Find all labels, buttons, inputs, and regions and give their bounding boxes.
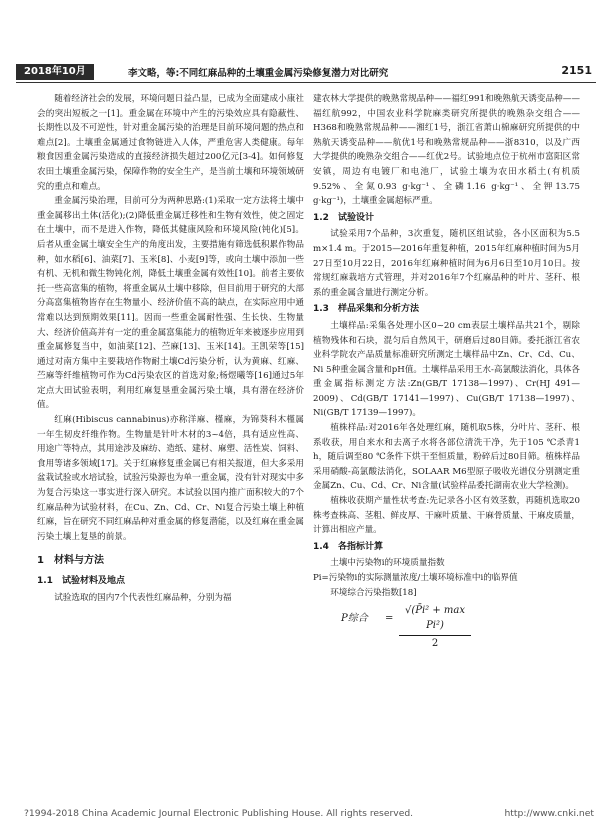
paragraph: 植株收获期产量性状考查:先记录各小区有效茎数，再随机选取20株考查株高、茎粗、鲜皮厚、干麻叶质量、干麻骨质量、干麻皮质量，计算出相应产量。 (313, 496, 580, 536)
paragraph: 土壤中污染物i的环境质量指数 (330, 558, 445, 569)
copyright-notice: ?1994-2018 China Academic Journal Electronic Publishing House. All rights reserved. (24, 808, 414, 819)
paragraph: 随着经济社会的发展，环境问题日益凸显，已成为全面建成小康社会的突出短板之一[1]。重金属在环境中产生的污染效应具有隐蔽性、长期性以及不可逆性，针对重金属污染的治理是目前环境问题的热点和难点[2]。土壤重金属通过食物链进入人体，严重危害人类健康。每年粮食因重金属污染造成的直接经济损失超过200亿元[3-4]。如何修复农田土壤重金属污染，保障作物的安全生产，是当前土壤和环境领域研究的重点和难点。 (37, 94, 304, 192)
paragraph: 试验采用7个品种，3次重复，随机区组试验，各小区面积为5.5 m×1.4 m。于2015—2016年重复种植，2015年红麻种植时间为5月27日至10月22日，2016年红麻种植时间为6月6日至10月10日。按常规红麻栽培方式管理，并对2016年7个红麻品种的叶片、茎秆、根系的重金属含量进行测定分析。 (313, 229, 580, 298)
formula-fraction (399, 604, 471, 652)
running-title: 李文略，等:不同红麻品种的土壤重金属污染修复潜力对比研究 (128, 68, 389, 79)
formula-numerator: √(P̄i² + max Pi²) (399, 604, 471, 636)
paragraph: 建农林大学提供的晚熟常规品种——福红991和晚熟航天诱变品种——福红航992，中国农业科学院麻类研究所提供的晚熟杂交组合——H368和晚熟常规品种——湘红1号，浙江省萧山棉麻研究所提供的中熟航天诱变品种——航优1号和晚熟常规品种——浙8310，以及广西大学提供的晚熟杂交组合——红优2号。试验地点位于杭州市富阳区常安镇，周边有电镀厂和电池厂，试验土壤为农田水稻土(有机质9.52%、全氮0.93 g·kg⁻¹、全磷1.16 g·kg⁻¹、全钾13.75 g·kg⁻¹)，土壤重金属超标严重。 (313, 94, 580, 207)
footer-url: http://www.cnki.net (504, 808, 594, 819)
page-footer (24, 808, 594, 819)
page-number: 2151 (561, 64, 592, 77)
left-column (37, 92, 304, 605)
paragraph: 试验选取的国内7个代表性红麻品种，分别为福 (54, 592, 232, 603)
issue-date-badge: 2018年10月 (16, 64, 94, 80)
paragraph: 红麻(Hibiscus cannabinus)亦称洋麻、槿麻，为锦葵科木槿属一年生韧皮纤维作物。生物量是针叶木材的3~4倍，具有适应性高、用途广等特点，其用途涉及麻纺、造纸、建材、麻塑、活性炭、饲料、食用等诸多领域[17]。关于红麻修复重金属已有相关报道，但大多采用盆栽试验或水培试验，试验污染源也为单一重金属，没有针对现实中多为复合污染这一事实进行深入研究。本试验以国内推广面积较大的7个红麻品种为试验材料，在Cu、Zn、Cd、Cr、Ni复合污染土壤上种植红麻，旨在研究不同红麻品种对重金属的修复潜能，以及红麻在重金属污染土壤上复垦的前景。 (37, 415, 304, 542)
header-rule (16, 82, 596, 83)
right-column (313, 92, 580, 650)
paragraph: 土壤样品:采集各处理小区0~20 cm表层土壤样品共21个，剔除植物残体和石块，混匀后自然风干，研磨后过80目筛。委托浙江省农业科学院农产品质量标准研究所测定土壤样品中Zn、Cr、Cd、Cu、Ni 5种重金属含量和pH值。土壤样品采用王水-高氯酸法消化，具体各重金属指标测定方法:Zn(GB/T 17138—1997)、Cr(HJ 491—2009)、Cd(GB/T 17141—1997)、Cu(GB/T 17138—1997)、Ni(GB/T 17139—1997)。 (313, 320, 580, 419)
formula-lhs: P综合 (341, 613, 368, 625)
formula-equals: = (385, 613, 394, 625)
paragraph: 重金属污染治理，目前可分为两种思路:(1)采取一定方法将土壤中重金属移出土体(活化);(2)降低重金属迁移性和生物有效性，使之固定在土壤中，而不是进入作物，降低其健康风险和环境风险(钝化)[5]。后者从重金属土壤安全生产的角度出发，主要措施有筛选低积累作物品种，如水稻[6]、油菜[7]、玉米[8]、小麦[9]等，或向土壤中添加一些有机、无机和微生物钝化剂，降低土壤重金属有效性[10]。前者主要依托一些高富集的植物，将重金属从土壤中移除，但目前用于研究的大部分高富集植物皆存在生物量小、经济价值不高的缺点，在实际应用中通常难以达到预期效果[11]。因而一些重金属耐性强、生长快、生物量大、经济价值高并有一定的重金属富集能力的植物近年来被逐步应用到重金属修复当中，如油菜[12]、苎麻[13]、玉米[14]。王凯荣等[15]通过对南方集中主要栽培作物耐土壤Cd污染分析，认为黄麻、红麻、苎麻等纤维植物可作为Cd污染农区的首选对象;杨煜曦等[16]通过5年定点大田试验表明，利用红麻复垦重金属污染土壤，具有潜在经济价值。 (37, 196, 304, 411)
page-header (16, 64, 596, 84)
paragraph: 植株样品:对2016年各处理红麻，随机取5株，分叶片、茎秆、根系收获，用自来水和去离子水将各部位清洗干净，先于105 ℃杀青1 h，随后调至80 ℃条件下烘干至恒质量，粉碎后过80目筛。植株样品采用硝酸-高氯酸法消化，SOLAAR M6型原子吸收光谱仪分别测定重金属Zn、Cu、Cd、Cr、Ni含量(试验样品委托湖南农业大学检测)。 (313, 423, 580, 492)
subsection-heading: 1.4 各指标计算 (313, 541, 383, 552)
composite-index-formula (341, 604, 580, 650)
formula-denominator: 2 (431, 638, 439, 650)
subsection-heading: 1.2 试验设计 (313, 212, 374, 223)
subsection-heading: 1.3 样品采集和分析方法 (313, 304, 419, 315)
paragraph: Pi=污染物i的实际测量浓度/土壤环境标准中i的临界值 (313, 573, 518, 583)
section-heading: 1 材料与方法 (37, 555, 104, 567)
subsection-heading: 1.1 试验材料及地点 (37, 576, 125, 586)
paragraph: 环境综合污染指数[18] (330, 587, 417, 598)
